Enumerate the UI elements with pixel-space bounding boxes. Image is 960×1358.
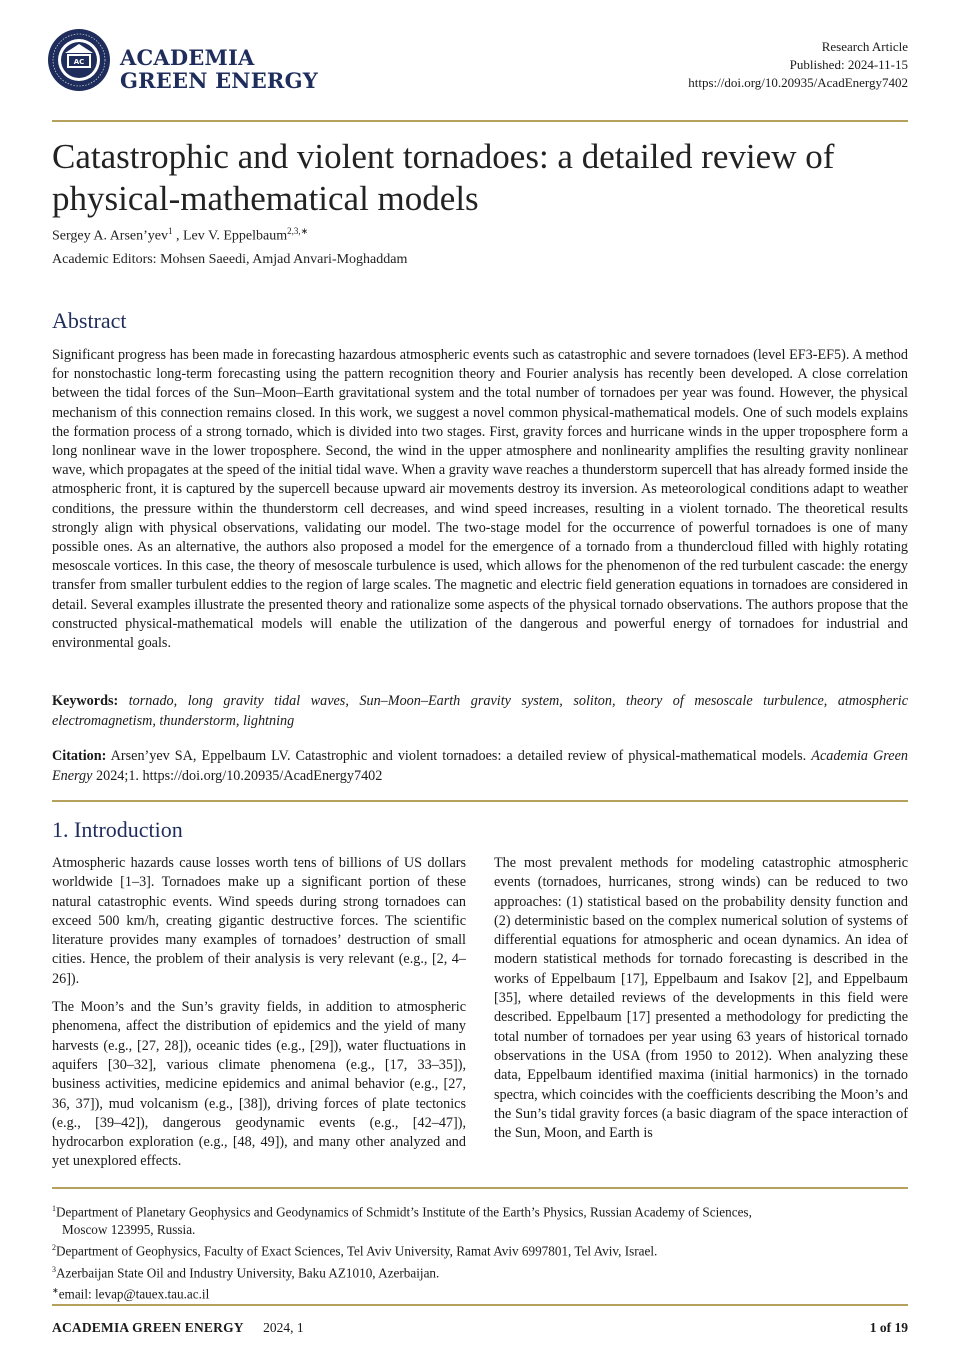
brand-line-2: GREEN ENERGY <box>120 68 318 93</box>
keywords-label: Keywords: <box>52 693 119 709</box>
footer-journal: ACADEMIA GREEN ENERGY <box>52 1320 244 1335</box>
abstract-heading: Abstract <box>52 308 127 333</box>
intro-paragraph: The Moon’s and the Sun’s gravity fields, in addition to atmospheric phenomena, affect the distribution of epidemics and the yield of many harvests (e.g., [27, 28]), oceanic tides (e.g., [29]), water fluctuations in aquifers [30–32], various climate phenomena (e.g., [17, 33–35]), business activities, medicine epidemics and animal behavior (e.g., [27, 36, 37]), mud volcanism (e.g., [38]), driving forces of plate tectonics (e.g., [39–42]), dangerous geodynamic events (e.g., [42–47]), hydrocarbon exploration (e.g., [48, 49]), and many other analyzed and yet unexplored effects. <box>52 999 466 1170</box>
header-divider <box>52 120 908 122</box>
corresponding-email[interactable]: email: levap@tauex.tau.ac.il <box>58 1286 210 1302</box>
author-separator: , <box>172 228 183 244</box>
article-title: Catastrophic and violent tornadoes: a detailed review of physical-mathematical models <box>52 137 835 218</box>
page-number: 1 of 19 <box>869 1320 908 1335</box>
brand-name <box>120 46 318 92</box>
citation <box>52 747 908 786</box>
keywords <box>52 692 908 731</box>
author-1-affiliation: 1 <box>168 226 173 236</box>
citation-rest: 2024;1. https://doi.org/10.20935/AcadEnergy7402 <box>96 767 383 784</box>
footnotes <box>52 1200 908 1304</box>
author-2[interactable]: Lev V. Eppelbaum <box>183 228 288 244</box>
page-footer <box>52 1320 908 1336</box>
footer-year: 2024, 1 <box>263 1320 304 1335</box>
article-type: Research Article <box>821 39 908 54</box>
introduction-heading: 1. Introduction <box>52 817 183 842</box>
footnote-3: $^3$Azerbaijan State Oil and Industry University, Baku AZ1010, Azerbaijan. <box>52 1264 440 1281</box>
doi-link[interactable]: https://doi.org/10.20935/AcadEnergy7402 <box>688 75 908 90</box>
author-list <box>52 226 308 245</box>
abstract-text: Significant progress has been made in forecasting hazardous atmospheric events such as catastrophic and severe tornadoes (level EF3-EF5). A method for nonstochastic long-term forecasting using the pattern recognition theory and Fourier analysis has recently been developed. A close correlation between the tidal forces of the Sun–Moon–Earth gravitational system and the total number of tornadoes per year was found. However, the physical mechanism of this connection remains closed. In this work, we suggest a novel common physical-mathematical models. One of such models explains the formation process of a strong tornado, which is divided into two stages. First, gravity forces and hurricane winds in the upper troposphere form a long nonlinear wave in the lower troposphere. Second, the wind in the upper atmosphere and nonlinearity amplifies the resulting gravity nonlinear wave, which propagates at the speed of the initial tidal wave. When a gravity wave reaches a thunderstorm supercell that has already formed inside the atmospheric front, it is captured by the supercell because upward air movements destroy its inversion. As meteorological conditions adapt to weather conditions, the pressure within the thunderstorm cell decreases, and wind speed increases, resulting in a violent tornado. The theoretical results strongly align with physical observations, validating our model. The two-stage model for the occurrence of powerful tornadoes is one of many possible ones. As an alternative, the authors also proposed a model for the emergence of a tornado from a thundercloud filled with highly rotating mesoscale vortices. In this case, the theory of mesoscale turbulence is used, which allows for the phenomenon of the red turbulent cascade: the energy transfer from smaller turbulent eddies to the region of large scales. The magnetic and electric field generation equations in tornadoes are considered in detail. Several examples illustrate the presented theory and rationalize some aspects of the physical tornado observations. The authors propose that the constructed physical-mathematical models will enable the utilization of the dangerous and powerful energy of tornadoes for industrial and environmental goals. <box>52 347 908 652</box>
logo-center-text: AC <box>73 58 85 66</box>
citation-text: Arsen’yev SA, Eppelbaum LV. Catastrophic and violent tornadoes: a detailed review of physical-mathematical models. <box>110 748 807 764</box>
journal-logo-icon <box>47 28 111 92</box>
footnote-divider <box>52 1187 908 1189</box>
footnote-1: $^1$Department of Planetary Geophysics and Geodynamics of Schmidt’s Institute of the Earth’s Physics, Russian Academy of Sciences, <box>52 1204 752 1220</box>
footer-divider <box>52 1304 908 1306</box>
footnote-2: $^2$Department of Geophysics, Faculty of Exact Sciences, Tel Aviv University, Ramat Aviv 6997801, Tel Aviv, Israel. <box>52 1243 658 1259</box>
intro-paragraph: Atmospheric hazards cause losses worth tens of billions of US dollars worldwide [1–3]. Tornadoes make up a significant portion of these natural catastrophic events. Wind speeds during strong tornadoes can exceed 500 km/h, creating gigantic destructive forces. The scientific literature provides many examples of tornadoes’ destruction of small cities. Hence, the problem of their analysis is very relevant (e.g., [2, 4–26]). <box>52 855 466 987</box>
citation-journal: Academia Green Energy <box>52 748 908 784</box>
section-divider <box>52 800 908 802</box>
author-2-affiliation: 2,3,∗ <box>287 226 309 236</box>
footnote-email: ∗email: levap@tauex.tau.ac.il <box>52 1286 210 1302</box>
brand-line-1: ACADEMIA <box>120 45 255 70</box>
citation-label: Citation: <box>52 748 107 764</box>
article-meta <box>688 38 908 92</box>
keywords-text: tornado, long gravity tidal waves, Sun–Moon–Earth gravity system, soliton, theory of mesoscale turbulence, atmospheric electromagnetism, thunderstorm, lightning <box>52 693 909 729</box>
intro-paragraph: The most prevalent methods for modeling catastrophic atmospheric events (tornadoes, hurricanes, strong winds) can be reduced to two approaches: (1) statistical based on the probability density function and (2) deterministic based on the complex numerical solution of systems of differential equations for atmospheric and ocean dynamics. An idea of modern statistical methods for tornado forecasting is described in the works of Eppelbaum [17], Eppelbaum and Isakov [2], and Eppelbaum [35], where detailed reviews of the developments in this field were described. Eppelbaum [17] presented a methodology for predicting the total number of tornadoes per year using 63 years of historical tornado observations in the USA (from 1950 to 2012). When analyzing these data, Eppelbaum identified maxima (initial harmonics) in the tornado spectra, which coincides with the coefficients describing the Moon’s and the Sun’s tidal gravity forces (a basic diagram of the space interaction of the Sun, Moon, and Earth is <box>494 855 908 1142</box>
footnote-1-cont: Moscow 123995, Russia. <box>62 1222 196 1238</box>
author-1[interactable]: Sergey A. Arsen’yev <box>52 228 168 244</box>
intro-left-column <box>52 854 466 1181</box>
academic-editors: Academic Editors: Mohsen Saeedi, Amjad Anvari-Moghaddam <box>52 252 408 267</box>
intro-right-column <box>494 854 908 1152</box>
published-date: Published: 2024-11-15 <box>789 57 908 72</box>
